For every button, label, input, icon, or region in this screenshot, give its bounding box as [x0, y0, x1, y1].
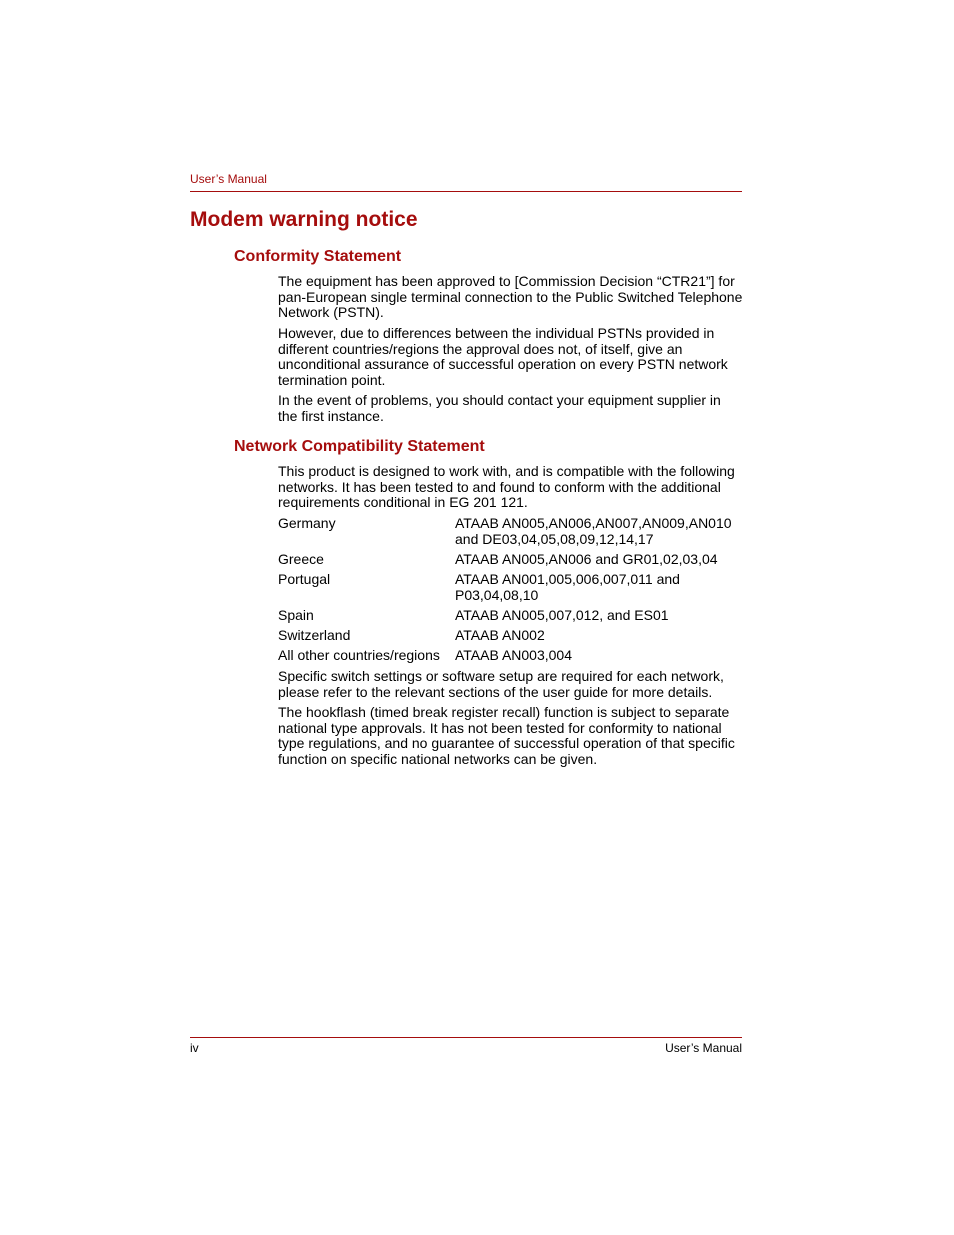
network-paragraph: The hookflash (timed break register recall) function is subject to separate national type approvals. It has not been tested for conformity to national type regulations, and no guarantee of successful operation of that specific function on specific national networks can be given. [278, 704, 735, 767]
approval-codes: ATAAB AN005,AN006,AN007,AN009,AN010 and DE03,04,05,08,09,12,14,17 [455, 515, 732, 547]
running-footer: User’s Manual [665, 1041, 742, 1055]
network-intro: This product is designed to work with, and is compatible with the following networks. It has been tested to and found to conform with the additional requirements conditional in EG 201 121. [278, 463, 735, 511]
country-name: All other countries/regions [278, 647, 440, 663]
country-name: Spain [278, 607, 314, 623]
running-header: User’s Manual [190, 172, 267, 186]
conformity-paragraph: The equipment has been approved to [Commission Decision “CTR21”] for pan-European single terminal connection to the Public Switched Telephone Network (PSTN). [278, 273, 743, 321]
approval-codes: ATAAB AN002 [455, 627, 545, 643]
approval-codes: ATAAB AN005,007,012, and ES01 [455, 607, 669, 623]
conformity-heading: Conformity Statement [234, 248, 402, 265]
footer-divider [190, 1037, 742, 1038]
approval-codes: ATAAB AN005,AN006 and GR01,02,03,04 [455, 551, 718, 567]
country-name: Germany [278, 515, 336, 531]
country-name: Switzerland [278, 627, 351, 643]
header-divider [190, 191, 742, 192]
approval-codes: ATAAB AN003,004 [455, 647, 572, 663]
network-paragraph: Specific switch settings or software setup are required for each network, please refer to the relevant sections of the user guide for more details. [278, 668, 724, 700]
country-name: Greece [278, 551, 324, 567]
page-number: iv [190, 1041, 199, 1055]
page-title: Modem warning notice [190, 208, 418, 231]
country-name: Portugal [278, 571, 331, 587]
conformity-paragraph: However, due to differences between the individual PSTNs provided in different countries/regions the approval does not, of itself, give an unconditional assurance of successful operation on every PSTN network termination point. [278, 325, 728, 388]
network-heading: Network Compatibility Statement [234, 438, 485, 455]
approval-codes: ATAAB AN001,005,006,007,011 and P03,04,08,10 [455, 571, 680, 603]
conformity-paragraph: In the event of problems, you should contact your equipment supplier in the first instance. [278, 392, 721, 424]
